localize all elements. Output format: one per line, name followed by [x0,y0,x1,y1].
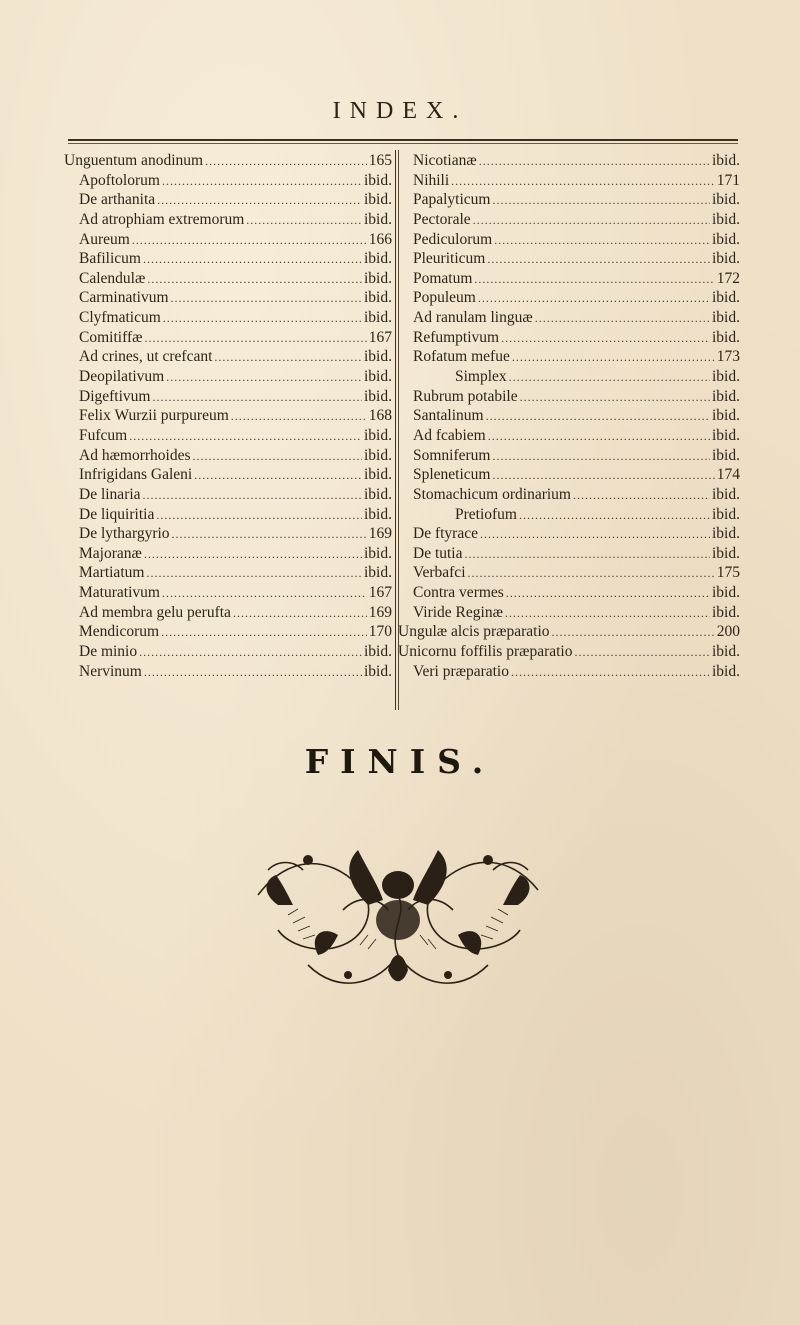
dot-leader [162,172,362,191]
entry-name: Somniferum [413,446,491,464]
entry-page: 166 [368,230,392,248]
index-entry [64,190,392,210]
entry-name: Pediculorum [413,230,493,248]
entry-name: Unicornu foffilis præparatio [398,643,573,661]
dot-leader [156,506,362,525]
index-entry [398,465,740,485]
entry-name: Ad atrophiam extremorum [79,210,245,228]
entry-name: Bafilicum [79,250,141,268]
entry-name: Pretiofum [455,505,517,523]
entry-name: De linaria [79,485,141,503]
dot-leader [486,407,710,426]
entry-page: 172 [716,269,740,287]
index-entry [64,446,392,466]
entry-name: Comitiffæ [79,328,143,346]
entry-name: Veri præparatio [413,662,509,680]
index-entry [64,642,392,662]
entry-page: ibid. [364,544,392,562]
entry-name: Pomatum [413,269,473,287]
entry-name: Ad ranulam linguæ [413,309,533,327]
dot-leader [162,584,367,603]
index-entry [398,151,740,171]
entry-page: ibid. [712,250,740,268]
entry-page: ibid. [712,662,740,680]
index-entry [398,171,740,191]
entry-name: De tutia [413,544,463,562]
dot-leader [144,329,366,348]
index-entry [64,505,392,525]
index-entry [64,328,392,348]
dot-leader [468,564,715,583]
index-entry [398,505,740,525]
index-entry [64,387,392,407]
entry-name: Felix Wurzii purpureum [79,407,229,425]
dot-leader [479,152,710,171]
entry-page: ibid. [364,210,392,228]
dot-leader [473,211,710,230]
entry-name: Infrigidans Galeni [79,466,193,484]
entry-name: De lythargyrio [79,525,170,543]
index-entry [64,367,392,387]
entry-name: Spleneticum [413,466,491,484]
entry-name: Stomachicum ordinarium [413,485,571,503]
entry-name: Nihili [413,171,450,189]
entry-page: 171 [716,171,740,189]
index-entry [64,662,392,682]
dot-leader [231,407,367,426]
entry-page: ibid. [712,505,740,523]
dot-leader [519,506,710,525]
entry-name: Clyfmaticum [79,309,161,327]
entry-page: ibid. [712,485,740,503]
dot-leader [146,564,362,583]
dot-leader [512,348,715,367]
index-entry [64,563,392,583]
dot-leader [194,466,362,485]
dot-leader [465,545,711,564]
entry-name: Carminativum [79,289,169,307]
index-entry [64,288,392,308]
dot-leader [161,623,367,642]
index-entry [398,210,740,230]
index-entry [64,544,392,564]
entry-page: 170 [368,623,392,641]
dot-leader [144,545,362,564]
entry-page: ibid. [364,485,392,503]
dot-leader [474,270,714,289]
index-entry [398,230,740,250]
dot-leader [573,486,710,505]
index-entry [398,387,740,407]
entry-page: ibid. [364,250,392,268]
entry-page: ibid. [364,171,392,189]
entry-page: ibid. [712,387,740,405]
finis-heading: FINIS. [304,742,496,781]
index-entry [64,465,392,485]
entry-name: Majoranæ [79,544,142,562]
entry-page: ibid. [712,191,740,209]
entry-name: Refumptivum [413,328,500,346]
index-entry [64,308,392,328]
dot-leader [205,152,367,171]
entry-name: Pleuriticum [413,250,486,268]
entry-page: 165 [368,152,392,169]
index-entry [64,151,392,171]
dot-leader [493,466,715,485]
dot-leader [143,250,362,269]
entry-name: Santalinum [413,407,484,425]
entry-page: ibid. [364,426,392,444]
entry-page: 173 [716,348,740,366]
index-entry [64,583,392,603]
dot-leader [552,623,715,642]
entry-page: ibid. [364,348,392,366]
index-entry [398,328,740,348]
entry-page: ibid. [712,643,740,661]
entry-page: 168 [368,407,392,425]
dot-leader [139,643,362,662]
index-entry [398,485,740,505]
entry-page: ibid. [364,368,392,386]
dot-leader [129,427,362,446]
index-column-right [398,151,740,681]
index-entry [398,544,740,564]
index-entry [398,426,740,446]
entry-page: ibid. [712,210,740,228]
index-entry [398,406,740,426]
index-entry [398,583,740,603]
index-entry [64,406,392,426]
entry-name: Ad fcabiem [413,426,486,444]
entry-name: Papalyticum [413,191,491,209]
index-entry [64,171,392,191]
dot-leader [214,348,362,367]
index-entry [398,662,740,682]
entry-name: Digeftivum [79,387,151,405]
dot-leader [171,289,362,308]
index-entry [398,367,740,387]
dot-leader [132,231,367,250]
index-entry [64,230,392,250]
entry-page: ibid. [364,643,392,661]
index-entry [398,563,740,583]
entry-page: ibid. [364,387,392,405]
dot-leader [144,663,362,682]
entry-page: 174 [716,466,740,484]
entry-page: ibid. [712,603,740,621]
entry-page: ibid. [364,505,392,523]
entry-page: ibid. [712,407,740,425]
entry-page: 200 [716,623,740,641]
entry-name: Fufcum [79,426,128,444]
dot-leader [246,211,362,230]
entry-page: ibid. [364,289,392,307]
dot-leader [511,663,710,682]
entry-page: ibid. [712,525,740,543]
entry-name: Ad membra gelu perufta [79,603,231,621]
index-entry [398,288,740,308]
entry-page: ibid. [712,544,740,562]
entry-page: ibid. [712,426,740,444]
entry-name: De liquiritia [79,505,155,523]
dot-leader [494,231,710,250]
index-entry [398,249,740,269]
entry-name: Maturativum [79,584,160,602]
index-entry [398,622,740,642]
dot-leader [501,329,710,348]
entry-page: ibid. [364,564,392,582]
tailpiece-cherub-ornament-icon [248,835,548,995]
dot-leader [520,388,710,407]
dot-leader [233,604,367,623]
dot-leader [535,309,710,328]
entry-name: Ad hæmorrhoides [79,446,191,464]
entry-page: 167 [368,328,392,346]
entry-name: Rofatum mefue [413,348,510,366]
entry-page: ibid. [364,662,392,680]
dot-leader [193,447,362,466]
dot-leader [493,447,711,466]
dot-leader [487,250,710,269]
index-entry [64,210,392,230]
dot-leader [509,368,710,387]
entry-name: Rubrum potabile [413,387,518,405]
page-title: INDEX. [332,98,468,124]
index-entry [64,426,392,446]
index-column-left [64,151,392,681]
column-divider [395,150,396,710]
entry-name: Aureum [79,230,130,248]
dot-leader [163,309,362,328]
dot-leader [574,643,710,662]
entry-name: Populeum [413,289,476,307]
index-entry [64,622,392,642]
index-entry [398,603,740,623]
entry-page: ibid. [712,584,740,602]
entry-page: ibid. [712,289,740,307]
entry-name: Martiatum [79,564,145,582]
entry-name: De arthanita [79,191,156,209]
entry-page: 169 [368,603,392,621]
dot-leader [493,191,711,210]
dot-leader [147,270,362,289]
entry-name: Simplex [455,368,507,386]
entry-page: ibid. [364,269,392,287]
index-entry [398,347,740,367]
entry-page: ibid. [712,230,740,248]
dot-leader [506,584,710,603]
entry-page: ibid. [712,368,740,386]
entry-page: 169 [368,525,392,543]
index-entry [64,524,392,544]
entry-page: ibid. [712,309,740,327]
index-entry [398,642,740,662]
entry-page: ibid. [364,446,392,464]
dot-leader [488,427,710,446]
dot-leader [166,368,362,387]
index-entry [398,446,740,466]
dot-leader [480,525,710,544]
entry-page: ibid. [712,328,740,346]
entry-page: ibid. [364,466,392,484]
dot-leader [172,525,367,544]
entry-name: Ungulæ alcis præparatio [398,623,550,641]
entry-page: 167 [368,584,392,602]
entry-name: De ftyrace [413,525,478,543]
entry-name: Contra vermes [413,584,504,602]
entry-name: De minio [79,643,138,661]
entry-page: ibid. [364,191,392,209]
entry-page: ibid. [364,309,392,327]
entry-name: Deopilativum [79,368,165,386]
index-entry [398,308,740,328]
entry-name: Pectorale [413,210,471,228]
dot-leader [451,172,715,191]
header-rule [68,139,738,141]
entry-name: Apoftolorum [79,171,160,189]
entry-name: Ad crines, ut crefcant [79,348,213,366]
dot-leader [152,388,362,407]
entry-name: Nicotianæ [413,152,477,169]
dot-leader [478,289,710,308]
index-entry [64,269,392,289]
index-entry [64,603,392,623]
header-rule-thin [68,143,738,144]
entry-name: Viride Reginæ [413,603,503,621]
index-entry [398,269,740,289]
dot-leader [157,191,362,210]
entry-page: ibid. [712,446,740,464]
entry-name: Unguentum anodinum [64,152,204,169]
entry-name: Calendulæ [79,269,146,287]
index-entry [398,524,740,544]
entry-page: ibid. [712,152,740,169]
entry-page: 175 [716,564,740,582]
index-entry [64,249,392,269]
entry-name: Nervinum [79,662,142,680]
dot-leader [143,486,362,505]
entry-name: Mendicorum [79,623,160,641]
index-entry [64,485,392,505]
index-entry [398,190,740,210]
entry-name: Verbafci [413,564,466,582]
dot-leader [505,604,710,623]
index-entry [64,347,392,367]
